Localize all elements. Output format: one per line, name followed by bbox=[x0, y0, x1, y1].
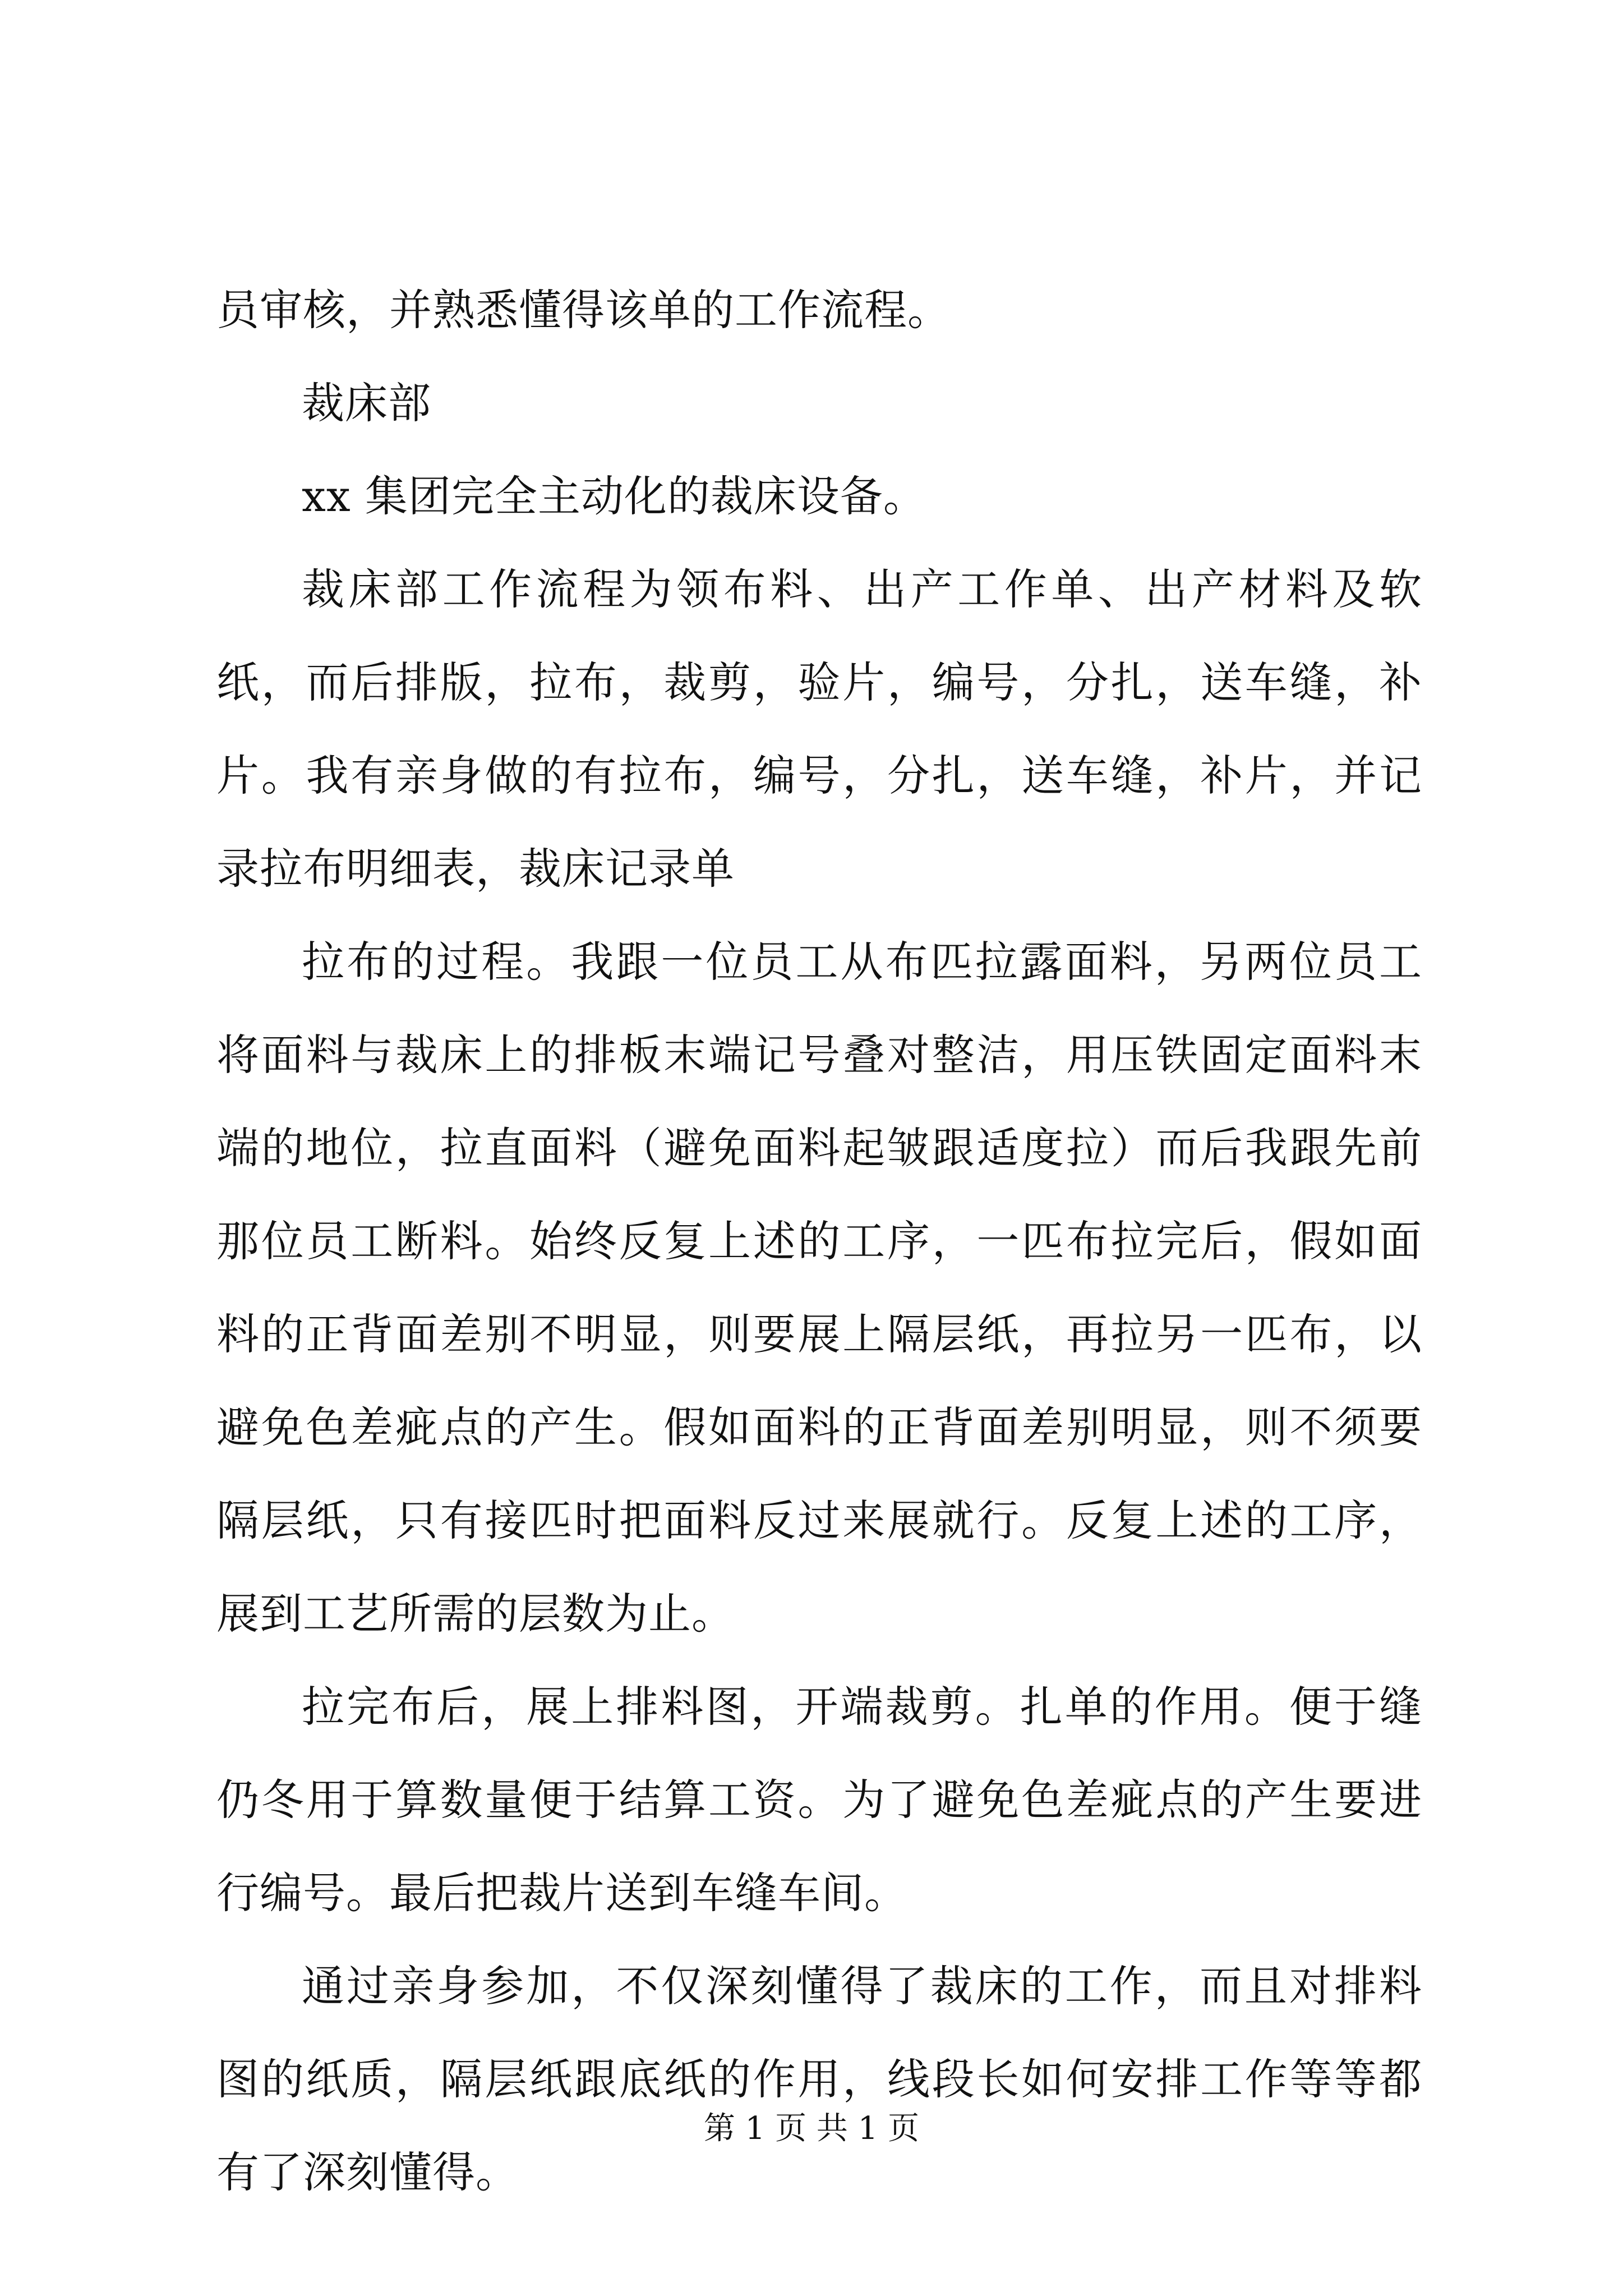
page-number-footer: 第 1 页 共 1 页 bbox=[703, 2110, 920, 2147]
paragraph-workflow: 裁床部工作流程为领布料、出产工作单、出产材料及软纸，而后排版，拉布，裁剪，验片，编号，分扎，送车缝，补片。我有亲身做的有拉布，编号，分扎，送车缝，补片，并记录拉布明细表，裁床记录单 bbox=[216, 564, 1422, 894]
paragraph-spreading-process: 拉布的过程。我跟一位员工从布匹拉露面料，另两位员工将面料与裁床上的排板末端记号叠对整洁，用压铁固定面料末端的地位，拉直面料（避免面料起皱跟适度拉）而后我跟先前那位员工断料。始终反复上述的工序，一匹布拉完后，假如面料的正背面差别不明显，则要展上隔层纸，再拉另一匹布，以避免色差疵点的产生。假如面料的正背面差别明显，则不须要隔层纸，只有接匹时把面料反过来展就行。反复上述的工序，展到工艺所需的层数为止。 bbox=[216, 937, 1422, 1639]
document-body bbox=[216, 264, 1422, 2219]
section-heading-cutting-department: 裁床部 bbox=[302, 378, 431, 428]
paragraph-continuation: 员审核，并熟悉懂得该单的工作流程。 bbox=[216, 285, 951, 335]
paragraph-equipment: xx 集团完全主动化的裁床设备。 bbox=[302, 471, 926, 521]
paragraph-conclusion: 通过亲身参加，不仅深刻懂得了裁床的工作，而且对排料图的纸质，隔层纸跟底纸的作用，线段长如何安排工作等等都有了深刻懂得。 bbox=[216, 1961, 1422, 2197]
paragraph-cutting-and-numbering: 拉完布后，展上排料图，开端裁剪。扎单的作用。便于缝仍冬用于算数量便于结算工资。为了避免色差疵点的产生要进行编号。最后把裁片送到车缝车间。 bbox=[216, 1682, 1422, 1918]
